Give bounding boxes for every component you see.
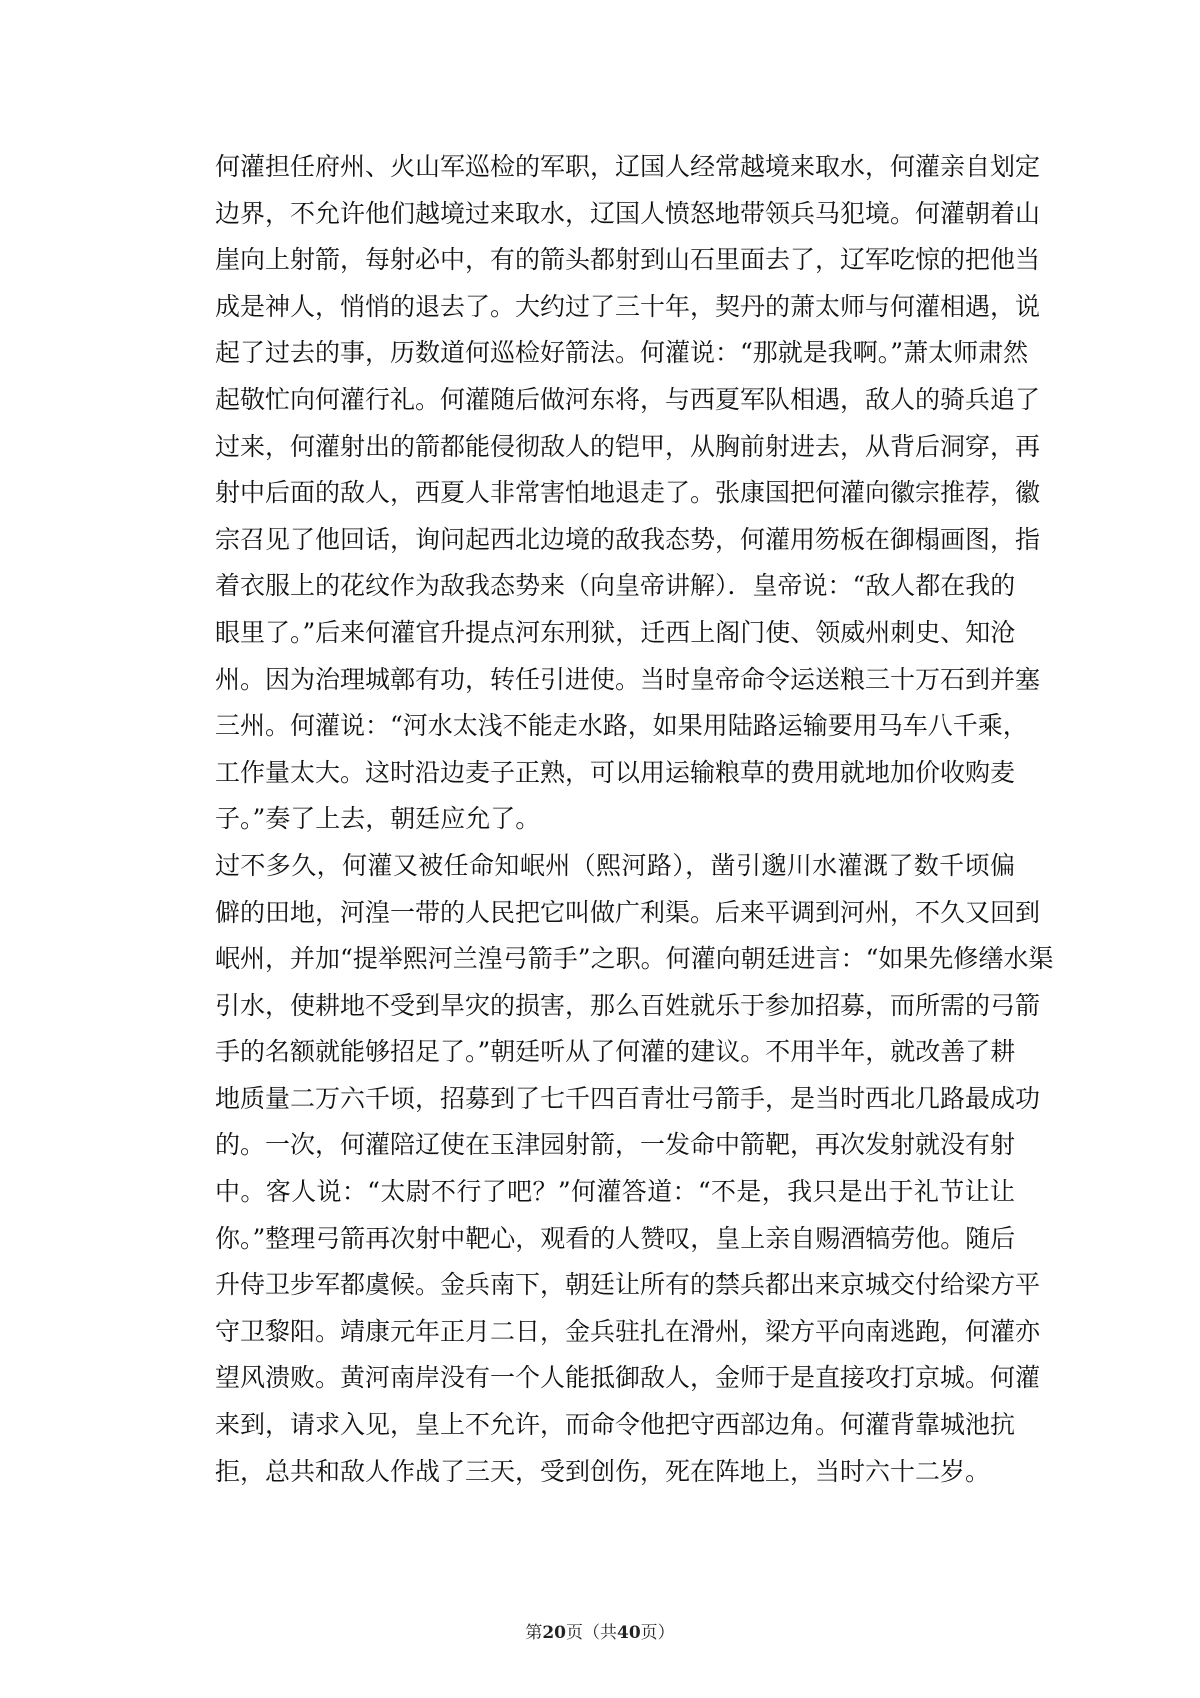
footer-middle: 页（共 [566, 1623, 617, 1643]
text-line: 地质量二万六千顷，招募到了七千四百青壮弓箭手，是当时西北几路最成功 [215, 1083, 1041, 1113]
text-line: 岷州，并加“提举熙河兰湟弓箭手”之职。何灌向朝廷进言：“如果先修缮水渠 [215, 944, 1054, 974]
text-line: 子。”奏了上去，朝廷应允了。 [215, 804, 541, 834]
text-line: 射中后面的敌人，西夏人非常害怕地退走了。张康国把何灌向徽宗推荐，徽 [215, 478, 1041, 508]
total-page-count: 40 [617, 1623, 641, 1643]
text-line: 过不多久，何灌又被任命知岷州（熙河路），凿引邈川水灌溉了数千顷偏 [215, 850, 1015, 880]
text-line: 州。因为治理城鄣有功，转任引进使。当时皇帝命令运送粮三十万石到并塞 [215, 664, 1041, 694]
text-line: 升侍卫步军都虞候。金兵南下，朝廷让所有的禁兵都出来京城交付给梁方平 [215, 1270, 1041, 1300]
paragraph [215, 144, 1041, 843]
paragraph [215, 843, 1054, 1495]
text-line: 工作量太大。这时沿边麦子正熟，可以用运输粮草的费用就地加价收购麦 [215, 757, 1016, 787]
text-line: 引水，使耕地不受到旱灾的损害，那么百姓就乐于参加招募，而所需的弓箭 [215, 990, 1041, 1020]
text-line: 的。一次，何灌陪辽使在玉津园射箭，一发命中箭靶，再次发射就没有射 [215, 1130, 1016, 1160]
text-line: 成是神人，悄悄的退去了。大约过了三十年，契丹的萧太师与何灌相遇，说 [215, 291, 1041, 321]
text-line: 眼里了。”后来何灌官升提点河东刑狱，迁西上阁门使、领威州刺史、知沧 [215, 617, 1016, 647]
text-line: 过来，何灌射出的箭都能侵彻敌人的铠甲，从胸前射进去，从背后洞穿，再 [215, 431, 1041, 461]
footer-suffix: 页） [640, 1623, 675, 1643]
text-line: 僻的田地，河湟一带的人民把它叫做广利渠。后来平调到河州，不久又回到 [215, 897, 1041, 927]
text-line: 起了过去的事，历数道何巡检好箭法。何灌说：“那就是我啊。”萧太师肃然 [215, 338, 1029, 368]
footer-prefix: 第 [525, 1623, 543, 1643]
text-line: 中。客人说：“太尉不行了吧？”何灌答道：“不是，我只是出于礼节让让 [215, 1177, 1015, 1207]
text-line: 望风溃败。黄河南岸没有一个人能抵御敌人，金师于是直接攻打京城。何灌 [215, 1363, 1041, 1393]
page-footer [0, 1618, 1200, 1643]
text-line: 守卫黎阳。靖康元年正月二日，金兵驻扎在滑州，梁方平向南逃跑，何灌亦 [215, 1316, 1041, 1346]
text-line: 拒，总共和敌人作战了三天，受到创伤，死在阵地上，当时六十二岁。 [215, 1456, 991, 1486]
body-text [215, 144, 1054, 1495]
text-line: 手的名额就能够招足了。”朝廷听从了何灌的建议。不用半年，就改善了耕 [215, 1037, 1016, 1067]
current-page-number: 20 [542, 1623, 566, 1643]
text-line: 你。”整理弓箭再次射中靶心，观看的人赞叹，皇上亲自赐酒犒劳他。随后 [215, 1223, 1016, 1253]
text-line: 着衣服上的花纹作为敌我态势来（向皇帝讲解）．皇帝说：“敌人都在我的 [215, 571, 1016, 601]
text-line: 边界，不允许他们越境过来取水，辽国人愤怒地带领兵马犯境。何灌朝着山 [215, 198, 1041, 228]
text-line: 来到，请求入见，皇上不允许，而命令他把守西部边角。何灌背靠城池抗 [215, 1410, 1016, 1440]
text-line: 崖向上射箭，每射必中，有的箭头都射到山石里面去了，辽军吃惊的把他当 [215, 245, 1041, 275]
text-line: 何灌担任府州、火山军巡检的军职，辽国人经常越境来取水，何灌亲自划定 [215, 152, 1041, 181]
text-line: 宗召见了他回话，询问起西北边境的敌我态势，何灌用笏板在御榻画图，指 [215, 524, 1041, 554]
text-line: 起敬忙向何灌行礼。何灌随后做河东将，与西夏军队相遇，敌人的骑兵追了 [215, 384, 1041, 414]
text-line: 三州。何灌说：“河水太浅不能走水路，如果用陆路运输要用马车八千乘， [215, 711, 1028, 741]
